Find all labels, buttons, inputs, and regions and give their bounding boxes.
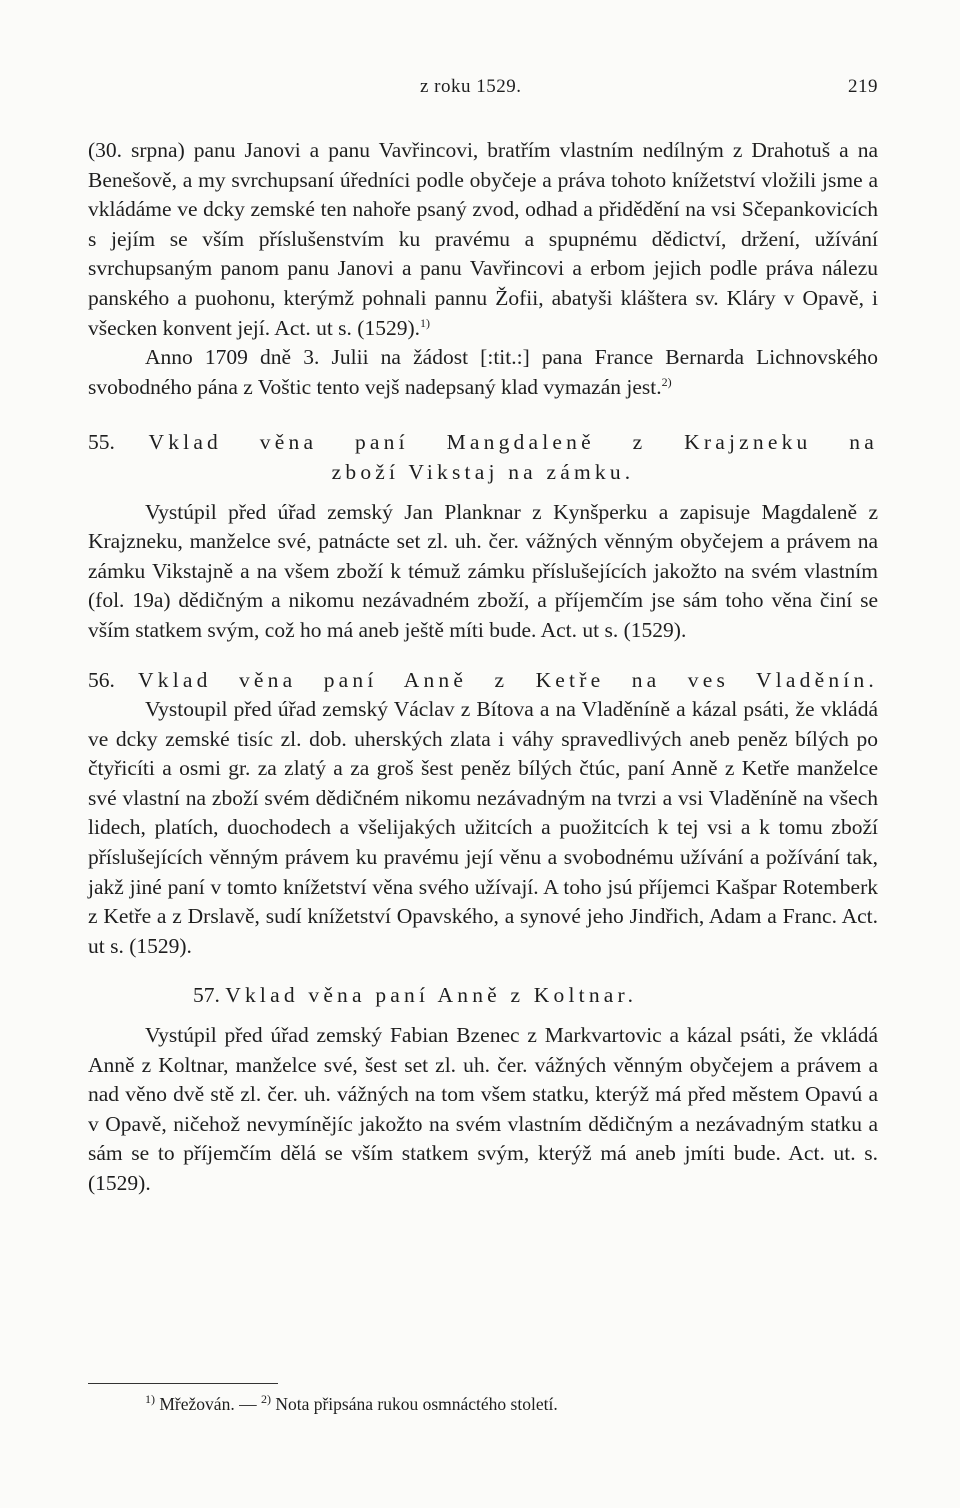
entry-56-number: 56. bbox=[88, 667, 115, 692]
continuation-text: (30. srpna) panu Janovi a panu Vavřincovi, bratřím vlastním nedílným z Drahotuš a na Benešově, a my svrchupsaní úředníci podle obyčeje a práva tohoto knížetství vložili jsme a vkládáme ve dcky zemské ten nahoře psaný zvod, odhad a přidědění na vsi Sčepankovicích s jejím se vším příslušenstvím ku pravému a spupnému dědictví, držení, užívání svrchupsaným panom panu Janovi a panu Vavřincovi a erbom jejich podle práva nálezu panského a puohonu, kterýmž pohnali pannu Žofii, abatyši kláštera sv. Kláry v Opavě, i všecken konvent její. Act. ut s. (1529). bbox=[88, 138, 878, 340]
entry-56-title: Vklad věna paní Anně z Ketře na ves Vladěnín. bbox=[138, 667, 878, 692]
footnote-ref-1: 1) bbox=[420, 315, 430, 330]
entry-56-heading bbox=[88, 666, 878, 696]
entry-55-heading bbox=[88, 428, 878, 458]
footnote-2-mark: 2) bbox=[260, 1392, 271, 1407]
entry-55-heading-cont bbox=[88, 458, 878, 488]
footnote-dash: — bbox=[239, 1394, 257, 1414]
page-body bbox=[88, 136, 878, 1199]
entry-57-heading bbox=[88, 981, 878, 1011]
footnote-divider bbox=[88, 1383, 278, 1384]
continuation-paragraph bbox=[88, 136, 878, 343]
footnote-ref-2: 2) bbox=[661, 374, 672, 389]
entry-57-number: 57. bbox=[193, 983, 220, 1008]
running-header bbox=[88, 76, 878, 100]
entry-55-title-line2: zboží Vikstaj na zámku. bbox=[331, 459, 635, 484]
footnotes bbox=[145, 1392, 558, 1416]
footnote-1-text: Mřežován. bbox=[159, 1394, 235, 1414]
entry-55-title-line1: Vklad věna paní Mangdaleně z Krajzneku na bbox=[148, 430, 878, 455]
entry-55-text: Vystúpil před úřad zemský Jan Planknar z Kynšperku a zapisuje Magdaleně z Krajzneku, manželce své, patnácte set zl. uh. čer. vážných věnným obyčejem a právem na zámku Vikstajně a na všem zboží k témuž zámku příslušejících jakožto na svém vlastním (fol. 19a) dědičným a nikomu nezávadném zboží, a příjemčím jse sám toho věna činí se vším statkem svým, což ho má aneb ještě míti bude. Act. ut s. (1529). bbox=[88, 499, 878, 642]
entry-55-number: 55. bbox=[88, 430, 115, 455]
running-title: z roku 1529. bbox=[420, 76, 522, 97]
footnote-1-mark: 1) bbox=[145, 1392, 155, 1407]
entry-56-text: Vystoupil před úřad zemský Václav z Bítova a na Vladěníně a kázal psáti, že vkládá ve dcky zemské tisíc zl. dob. uherských zlata i váhy spravedlivých aneb peněz bílých po čtyřicíti a osmi gr. za zlatý a za groš šest peněz bílých čtúc, paní Anně z Ketře manželce své vlastní na zboží svém dědičném nikomu nezávadným na tvrzi a vsi Vladěníně na všech lidech, platích, duochodech a všelijakých užitcích a puožitcích k tej vsi a k tomu zboží příslušejících věnným právem ku pravému její věnu a svobodnému užívání a požívání tak, jakž jiné paní v tomto knížetství věna svého užívají. A toho jsú příjemci Kašpar Rotemberk z Ketře a z Drslavě, sudí knížetství Opavského, a synové jeho Jindřich, Adam a Franc. Act. ut s. (1529). bbox=[88, 697, 878, 958]
entry-57-title: Vklad věna paní Anně z Koltnar. bbox=[225, 983, 638, 1008]
entry-57-text: Vystúpil před úřad zemský Fabian Bzenec z Markvartovic a kázal psáti, že vkládá Anně z Koltnar, manželce své, šest set zl. uh. čer. vážných věnným obyčejem a právem a nad věno dvě stě zl. čer. uh. vážných na tom všem statku, kterýž má před městem Opavú a v Opavě, ničehož nevymínějíc jakožto na svém vlastním dědičným a nezávadným statku a sám se to příjemčím dělá se vším statkem svým, kterýž má aneb jmíti bude. Act. ut. s. (1529). bbox=[88, 1023, 878, 1195]
page-number: 219 bbox=[848, 76, 878, 97]
later-note-paragraph bbox=[88, 343, 878, 402]
later-note-text: Anno 1709 dně 3. Julii na žádost [:tit.:] pana France Bernarda Lichnovského svobodného pána z Voštic tento vejš nadepsaný klad vymazán jest. bbox=[88, 345, 878, 399]
footnote-2-text: Nota připsána rukou osmnáctého století. bbox=[275, 1394, 558, 1414]
